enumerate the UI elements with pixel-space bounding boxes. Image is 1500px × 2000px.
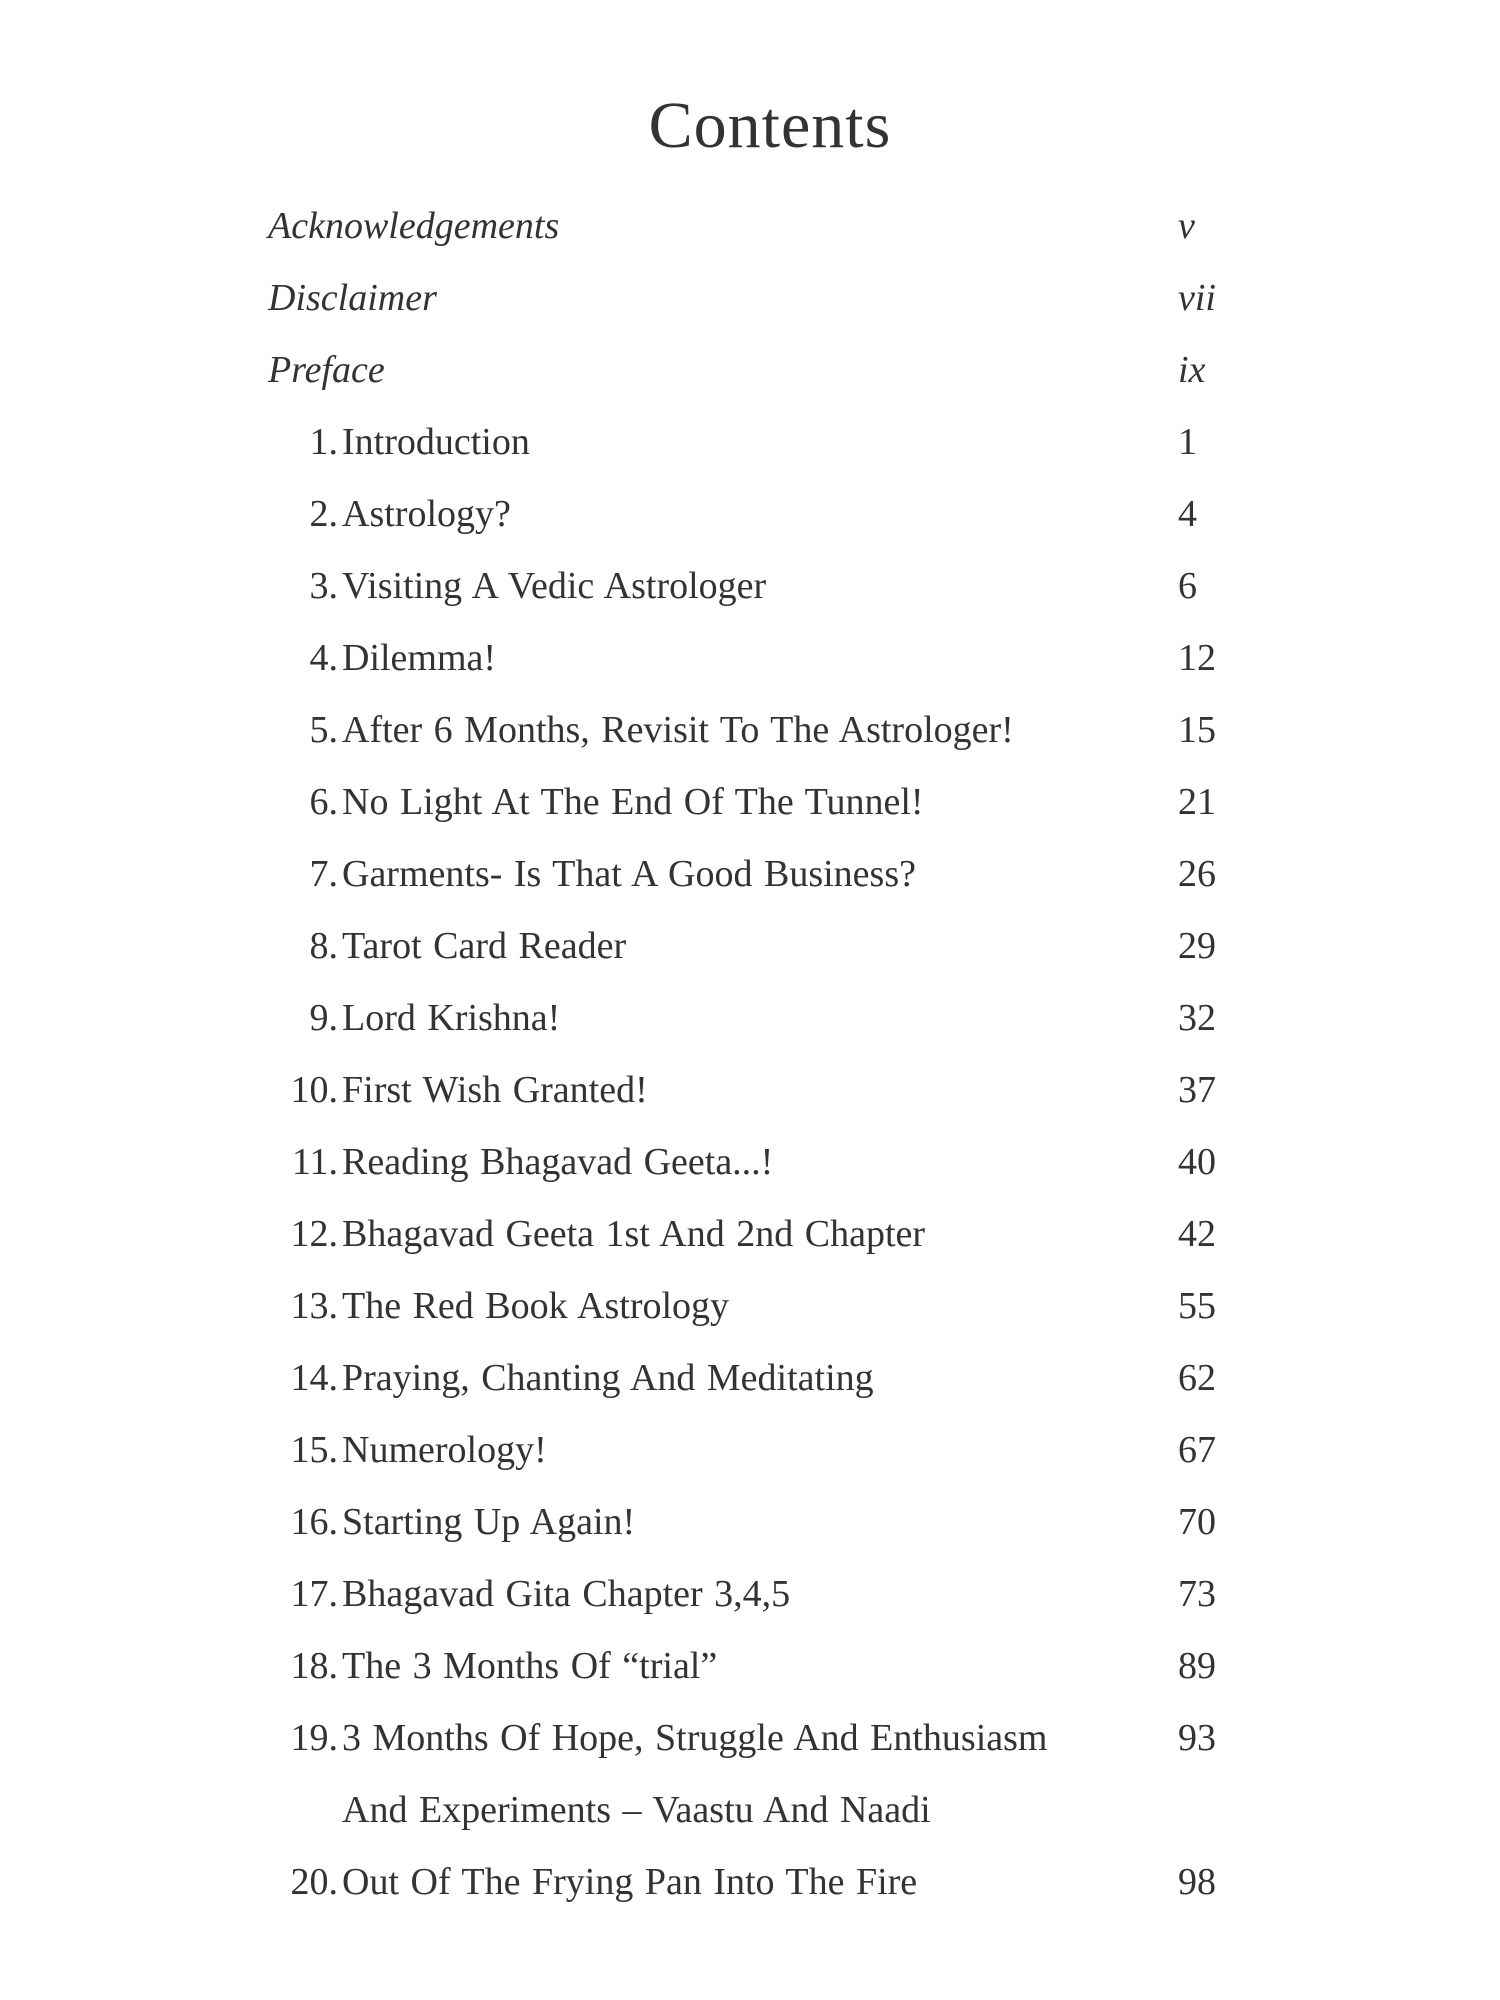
toc-entry-number: 3. xyxy=(309,565,338,607)
toc-entry-chapter-6 xyxy=(0,766,1500,838)
toc-entry-chapter-15 xyxy=(0,1414,1500,1486)
toc-entry-page: 12 xyxy=(1178,637,1216,679)
toc-entry-chapter-12 xyxy=(0,1198,1500,1270)
toc-entry-title: Dilemma! xyxy=(342,637,497,679)
toc-entry-title: Garments- Is That A Good Business? xyxy=(342,853,916,895)
toc-entry-number: 11. xyxy=(291,1141,338,1183)
toc-entry-number: 19. xyxy=(290,1717,338,1759)
toc-entry-number: 14. xyxy=(290,1357,338,1399)
toc-entry-number: 2. xyxy=(309,493,338,535)
toc-entry-chapter-10 xyxy=(0,1054,1500,1126)
toc-entry-page: 15 xyxy=(1178,709,1216,751)
toc-entry-chapter-7 xyxy=(0,838,1500,910)
toc-entry-title: After 6 Months, Revisit To The Astrologer! xyxy=(342,709,1014,751)
toc-entry-page: 6 xyxy=(1178,565,1197,607)
toc-entry-title: Preface xyxy=(268,349,385,391)
toc-entry-chapter-8 xyxy=(0,910,1500,982)
toc-entry-number: 5. xyxy=(309,709,338,751)
toc-entry-page: 55 xyxy=(1178,1285,1216,1327)
toc-entry-page: ix xyxy=(1178,349,1206,391)
toc-entry-chapter-9 xyxy=(0,982,1500,1054)
toc-entry-chapter-19-continued xyxy=(0,1774,1500,1846)
toc-entry-number: 6. xyxy=(309,781,338,823)
toc-entry-number: 20. xyxy=(290,1861,338,1903)
toc-entry-page: 37 xyxy=(1178,1069,1216,1111)
toc-entry-title: 3 Months Of Hope, Struggle And Enthusiasm xyxy=(342,1717,1048,1759)
toc-entry-page: 62 xyxy=(1178,1357,1216,1399)
toc-entry-page: 98 xyxy=(1178,1861,1216,1903)
toc-entry-number: 17. xyxy=(290,1573,338,1615)
toc-entry-title: Introduction xyxy=(342,421,530,463)
toc-entry-number: 10. xyxy=(290,1069,338,1111)
toc-entry-page: 32 xyxy=(1178,997,1216,1039)
toc-entry-title: Tarot Card Reader xyxy=(342,925,627,967)
toc-entry-chapter-20 xyxy=(0,1846,1500,1918)
toc-entry-title: Lord Krishna! xyxy=(342,997,561,1039)
toc-entry-preface xyxy=(0,334,1500,406)
table-of-contents xyxy=(0,190,1500,1918)
toc-entry-chapter-17 xyxy=(0,1558,1500,1630)
toc-entry-page: vii xyxy=(1178,277,1216,319)
toc-entry-page: 26 xyxy=(1178,853,1216,895)
toc-entry-page: 70 xyxy=(1178,1501,1216,1543)
toc-entry-title: Disclaimer xyxy=(268,277,437,319)
toc-entry-chapter-4 xyxy=(0,622,1500,694)
toc-entry-chapter-19 xyxy=(0,1702,1500,1774)
toc-entry-title: Reading Bhagavad Geeta...! xyxy=(342,1141,774,1183)
toc-entry-number: 7. xyxy=(309,853,338,895)
toc-entry-title: Visiting A Vedic Astrologer xyxy=(342,565,767,607)
toc-entry-number: 4. xyxy=(309,637,338,679)
toc-entry-title: Astrology? xyxy=(342,493,511,535)
toc-entry-chapter-3 xyxy=(0,550,1500,622)
toc-entry-chapter-11 xyxy=(0,1126,1500,1198)
toc-entry-chapter-14 xyxy=(0,1342,1500,1414)
toc-entry-number: 8. xyxy=(309,925,338,967)
toc-entry-chapter-16 xyxy=(0,1486,1500,1558)
toc-entry-title: Bhagavad Geeta 1st And 2nd Chapter xyxy=(342,1213,926,1255)
toc-entry-title-continued: And Experiments – Vaastu And Naadi xyxy=(342,1789,931,1831)
toc-entry-page: 29 xyxy=(1178,925,1216,967)
toc-entry-acknowledgements xyxy=(0,190,1500,262)
toc-entry-title: Out Of The Frying Pan Into The Fire xyxy=(342,1861,918,1903)
toc-entry-title: Bhagavad Gita Chapter 3,4,5 xyxy=(342,1573,791,1615)
toc-entry-title: The Red Book Astrology xyxy=(342,1285,730,1327)
toc-entry-page: v xyxy=(1178,205,1195,247)
toc-entry-title: Numerology! xyxy=(342,1429,547,1471)
toc-entry-number: 15. xyxy=(290,1429,338,1471)
toc-entry-title: The 3 Months Of “trial” xyxy=(342,1645,718,1687)
toc-entry-title: No Light At The End Of The Tunnel! xyxy=(342,781,924,823)
toc-entry-title: Starting Up Again! xyxy=(342,1501,636,1543)
toc-entry-title: Acknowledgements xyxy=(268,205,560,247)
toc-entry-number: 12. xyxy=(290,1213,338,1255)
toc-entry-number: 1. xyxy=(309,421,338,463)
toc-entry-number: 9. xyxy=(309,997,338,1039)
toc-entry-page: 1 xyxy=(1178,421,1197,463)
toc-entry-number: 16. xyxy=(290,1501,338,1543)
toc-entry-page: 89 xyxy=(1178,1645,1216,1687)
toc-entry-number: 13. xyxy=(290,1285,338,1327)
toc-entry-page: 42 xyxy=(1178,1213,1216,1255)
toc-entry-page: 73 xyxy=(1178,1573,1216,1615)
toc-entry-page: 4 xyxy=(1178,493,1197,535)
toc-entry-title: Praying, Chanting And Meditating xyxy=(342,1357,874,1399)
toc-entry-page: 93 xyxy=(1178,1717,1216,1759)
toc-entry-chapter-5 xyxy=(0,694,1500,766)
page-title: Contents xyxy=(648,89,892,162)
toc-entry-page: 67 xyxy=(1178,1429,1216,1471)
toc-entry-chapter-1 xyxy=(0,406,1500,478)
toc-entry-number: 18. xyxy=(290,1645,338,1687)
toc-entry-disclaimer xyxy=(0,262,1500,334)
toc-entry-page: 40 xyxy=(1178,1141,1216,1183)
toc-entry-chapter-13 xyxy=(0,1270,1500,1342)
toc-entry-title: First Wish Granted! xyxy=(342,1069,648,1111)
toc-entry-chapter-18 xyxy=(0,1630,1500,1702)
toc-entry-chapter-2 xyxy=(0,478,1500,550)
toc-entry-page: 21 xyxy=(1178,781,1216,823)
